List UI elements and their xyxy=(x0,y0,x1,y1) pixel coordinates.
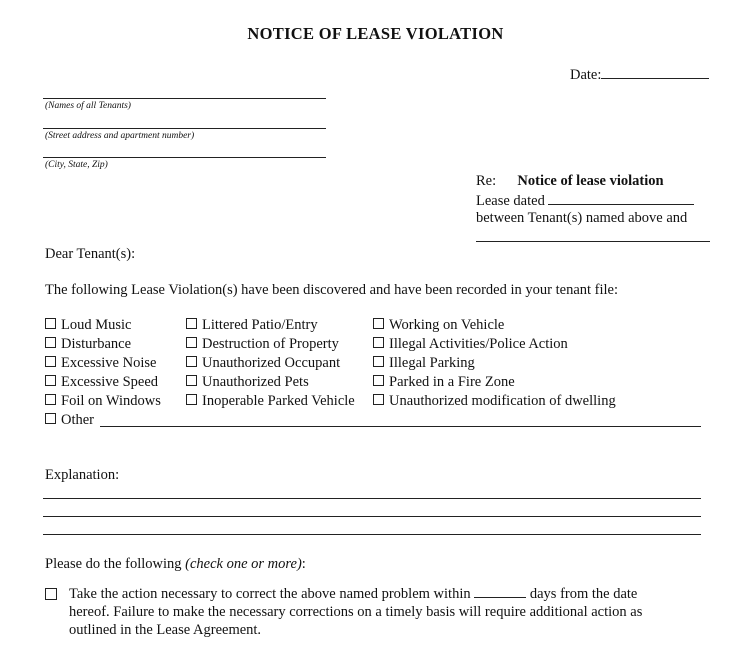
explanation-line-1[interactable] xyxy=(43,498,701,499)
violation-disturbance[interactable]: Disturbance xyxy=(45,335,161,354)
landlord-name-line[interactable] xyxy=(476,241,710,242)
date-field[interactable] xyxy=(601,66,709,79)
street-address-line[interactable] xyxy=(43,128,326,129)
checkbox[interactable] xyxy=(45,413,56,424)
violation-other[interactable] xyxy=(45,411,94,430)
action-line-2: hereof. Failure to make the necessary corrections on a timely basis will require additional action as xyxy=(69,604,643,620)
violation-destruction-of-property[interactable]: Destruction of Property xyxy=(186,335,355,354)
other-label: Other xyxy=(61,412,95,428)
checkbox[interactable] xyxy=(373,318,384,329)
checkbox[interactable] xyxy=(45,375,56,386)
document-title: NOTICE OF LEASE VIOLATION xyxy=(247,24,504,43)
checkbox[interactable] xyxy=(45,337,56,348)
city-state-zip-line[interactable] xyxy=(43,157,326,158)
lease-date-field[interactable] xyxy=(548,192,694,205)
violation-foil-on-windows[interactable]: Foil on Windows xyxy=(45,392,161,411)
violation-inoperable-vehicle[interactable]: Inoperable Parked Vehicle xyxy=(186,392,355,411)
re-subject: Notice of lease violation xyxy=(517,173,664,189)
re-line xyxy=(476,173,664,190)
action-checkbox[interactable] xyxy=(45,588,57,600)
checkbox[interactable] xyxy=(373,375,384,386)
lease-dated-row xyxy=(476,192,694,210)
checkbox[interactable] xyxy=(373,394,384,405)
intro-text: The following Lease Violation(s) have been discovered and have been recorded in your tenant file: xyxy=(45,282,619,298)
violations-column-3 xyxy=(373,316,616,411)
violation-unauthorized-occupant[interactable]: Unauthorized Occupant xyxy=(186,354,355,373)
action-line-1: Take the action necessary to correct the above named problem within days from the date xyxy=(69,586,638,602)
re-label: Re: xyxy=(476,173,497,189)
action-line-3: outlined in the Lease Agreement. xyxy=(69,622,262,638)
violation-excessive-noise[interactable]: Excessive Noise xyxy=(45,354,161,373)
tenant-names-caption: (Names of all Tenants) xyxy=(45,101,131,111)
explanation-line-3[interactable] xyxy=(43,534,701,535)
violation-loud-music[interactable]: Loud Music xyxy=(45,316,161,335)
explanation-label: Explanation: xyxy=(45,467,120,483)
violation-unauthorized-modification[interactable]: Unauthorized modification of dwelling xyxy=(373,392,616,411)
other-description-line[interactable] xyxy=(100,426,701,427)
violation-working-on-vehicle[interactable]: Working on Vehicle xyxy=(373,316,616,335)
violation-excessive-speed[interactable]: Excessive Speed xyxy=(45,373,161,392)
violations-column-2 xyxy=(186,316,355,411)
lease-dated-label: Lease dated xyxy=(476,193,545,209)
checkbox[interactable] xyxy=(373,356,384,367)
instructions-heading: Please do the following (check one or more): xyxy=(45,556,306,572)
tenant-names-line[interactable] xyxy=(43,98,326,99)
city-state-zip-caption: (City, State, Zip) xyxy=(45,160,108,170)
violation-fire-zone[interactable]: Parked in a Fire Zone xyxy=(373,373,616,392)
date-row xyxy=(570,66,709,84)
days-field[interactable] xyxy=(474,585,526,598)
checkbox[interactable] xyxy=(186,318,197,329)
date-label: Date: xyxy=(570,67,602,83)
violation-unauthorized-pets[interactable]: Unauthorized Pets xyxy=(186,373,355,392)
checkbox[interactable] xyxy=(45,318,56,329)
violation-illegal-parking[interactable]: Illegal Parking xyxy=(373,354,616,373)
between-tenants-text: between Tenant(s) named above and xyxy=(476,210,688,226)
street-address-caption: (Street address and apartment number) xyxy=(45,131,195,141)
greeting: Dear Tenant(s): xyxy=(45,246,136,262)
checkbox[interactable] xyxy=(186,394,197,405)
checkbox[interactable] xyxy=(373,337,384,348)
explanation-line-2[interactable] xyxy=(43,516,701,517)
violations-column-1 xyxy=(45,316,161,411)
checkbox[interactable] xyxy=(186,356,197,367)
violation-illegal-activities[interactable]: Illegal Activities/Police Action xyxy=(373,335,616,354)
checkbox[interactable] xyxy=(186,337,197,348)
violation-littered-patio[interactable]: Littered Patio/Entry xyxy=(186,316,355,335)
checkbox[interactable] xyxy=(45,356,56,367)
checkbox[interactable] xyxy=(186,375,197,386)
checkbox[interactable] xyxy=(45,394,56,405)
